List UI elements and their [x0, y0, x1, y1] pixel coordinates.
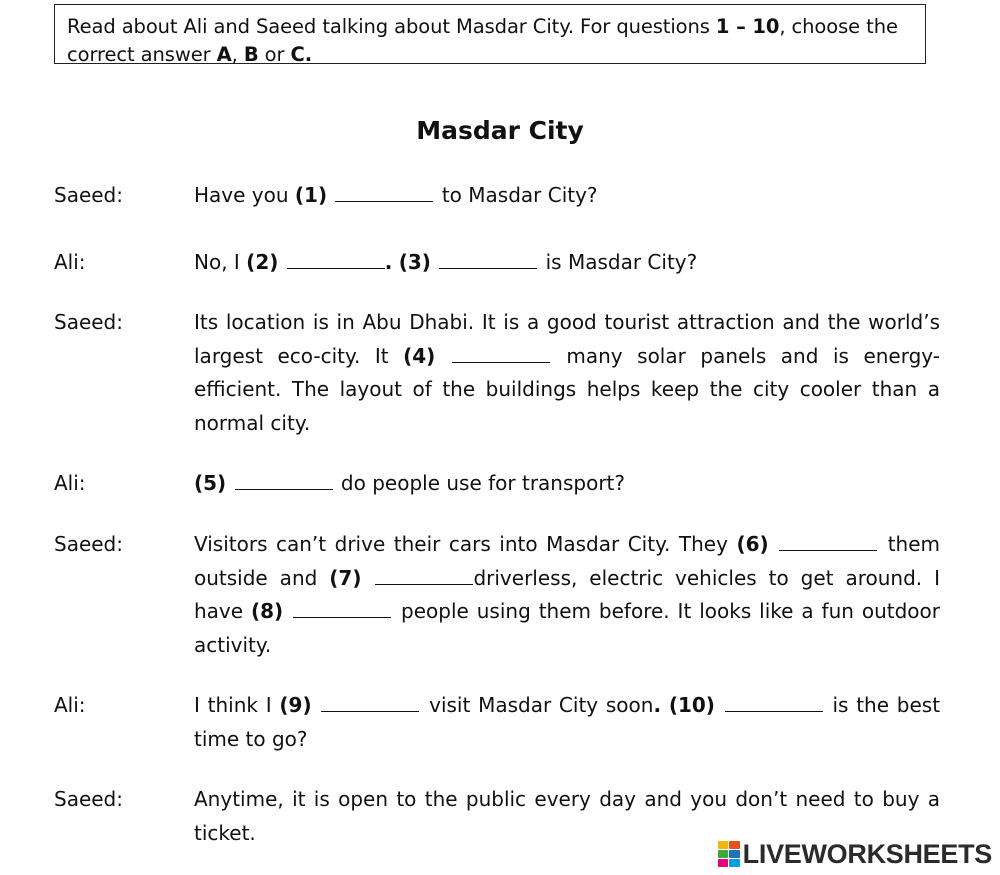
- speech-fragment: do people use for transport?: [334, 471, 626, 495]
- speech-text: [194, 306, 940, 440]
- speech-fragment: Have you: [194, 183, 295, 207]
- page-title: Masdar City: [416, 116, 584, 145]
- option-b: B: [243, 43, 259, 66]
- logo-icon: [718, 841, 740, 867]
- logo-tile: [718, 850, 729, 858]
- speech-fragment: is Masdar City?: [539, 250, 698, 274]
- speech-text: [194, 528, 940, 662]
- speech-fragment: Visitors can’t drive their cars into Masdar City. They: [194, 532, 737, 556]
- instructions-box: [54, 4, 926, 64]
- speech-fragment: Its location is in Abu Dhabi. It is a good tourist attraction and the world’s largest eco-city. It: [194, 310, 940, 368]
- speech-fragment: many solar panels and is energy- efficient. The layout of the buildings helps keep the city cooler than a normal city.: [194, 343, 941, 435]
- logo-tile: [729, 859, 740, 867]
- question-number: (3): [398, 250, 431, 274]
- answer-blank-2[interactable]: [287, 250, 385, 269]
- logo-tile: [718, 859, 729, 867]
- question-range: 1 – 10: [715, 15, 780, 38]
- answer-blank-7[interactable]: [375, 566, 473, 585]
- separator: ,: [231, 43, 244, 66]
- speech-text: [194, 467, 940, 501]
- instructions-text: Read about Ali and Saeed talking about Masdar City. For questions: [67, 15, 716, 38]
- answer-blank-6[interactable]: [779, 532, 877, 551]
- speech-fragment: people using them before. It looks like a fun outdoor activity.: [194, 599, 940, 657]
- answer-blank-1[interactable]: [335, 183, 433, 202]
- speech-fragment: is the best time to go?: [194, 693, 941, 751]
- question-number: (4): [403, 343, 436, 368]
- question-number: (9): [279, 693, 312, 717]
- question-number: (7): [329, 565, 362, 590]
- separator: or: [258, 43, 291, 66]
- answer-blank-4[interactable]: [452, 344, 550, 363]
- question-number: (2): [246, 250, 279, 274]
- punctuation: .: [653, 693, 662, 717]
- speech-fragment: Anytime, it is open to the public every day and you don’t need to buy a ticket.: [194, 787, 940, 845]
- question-number: (5): [194, 471, 227, 495]
- option-c: C.: [290, 43, 313, 66]
- question-number: (8): [251, 599, 284, 623]
- speech-fragment: visit Masdar City soon: [421, 693, 654, 717]
- logo-tile: [729, 841, 740, 849]
- speaker-label: Saeed:: [54, 787, 123, 811]
- speech-text: [194, 689, 940, 756]
- question-number: (6): [736, 532, 769, 556]
- speech-text: [194, 179, 940, 213]
- speech-fragment: to Masdar City?: [435, 183, 598, 207]
- liveworksheets-logo: [718, 839, 992, 869]
- speaker-label: Saeed:: [54, 532, 123, 556]
- logo-text: LIVEWORKSHEETS: [742, 838, 992, 869]
- speech-text: [194, 246, 940, 280]
- logo-tile: [729, 850, 740, 858]
- speaker-label: Ali:: [54, 693, 86, 717]
- punctuation: .: [384, 250, 393, 274]
- option-a: A: [216, 43, 232, 66]
- answer-blank-10[interactable]: [725, 693, 823, 712]
- question-number: (10): [668, 693, 715, 717]
- answer-blank-5[interactable]: [235, 471, 333, 490]
- answer-blank-9[interactable]: [321, 693, 419, 712]
- question-number: (1): [294, 183, 328, 207]
- speech-fragment: them outside and: [194, 532, 941, 590]
- logo-tile: [718, 841, 729, 849]
- speech-fragment: I think I: [194, 693, 280, 717]
- answer-blank-8[interactable]: [293, 599, 391, 618]
- answer-blank-3[interactable]: [439, 250, 537, 269]
- speech-fragment: driverless, electric vehicles to get around. I have: [194, 565, 941, 623]
- speaker-label: Saeed:: [54, 183, 123, 207]
- speaker-label: Saeed:: [54, 310, 123, 334]
- speaker-label: Ali:: [54, 471, 86, 495]
- instructions-text-2: , choose the correct answer: [67, 15, 898, 66]
- speaker-label: Ali:: [54, 250, 86, 274]
- speech-fragment: No, I: [194, 250, 247, 274]
